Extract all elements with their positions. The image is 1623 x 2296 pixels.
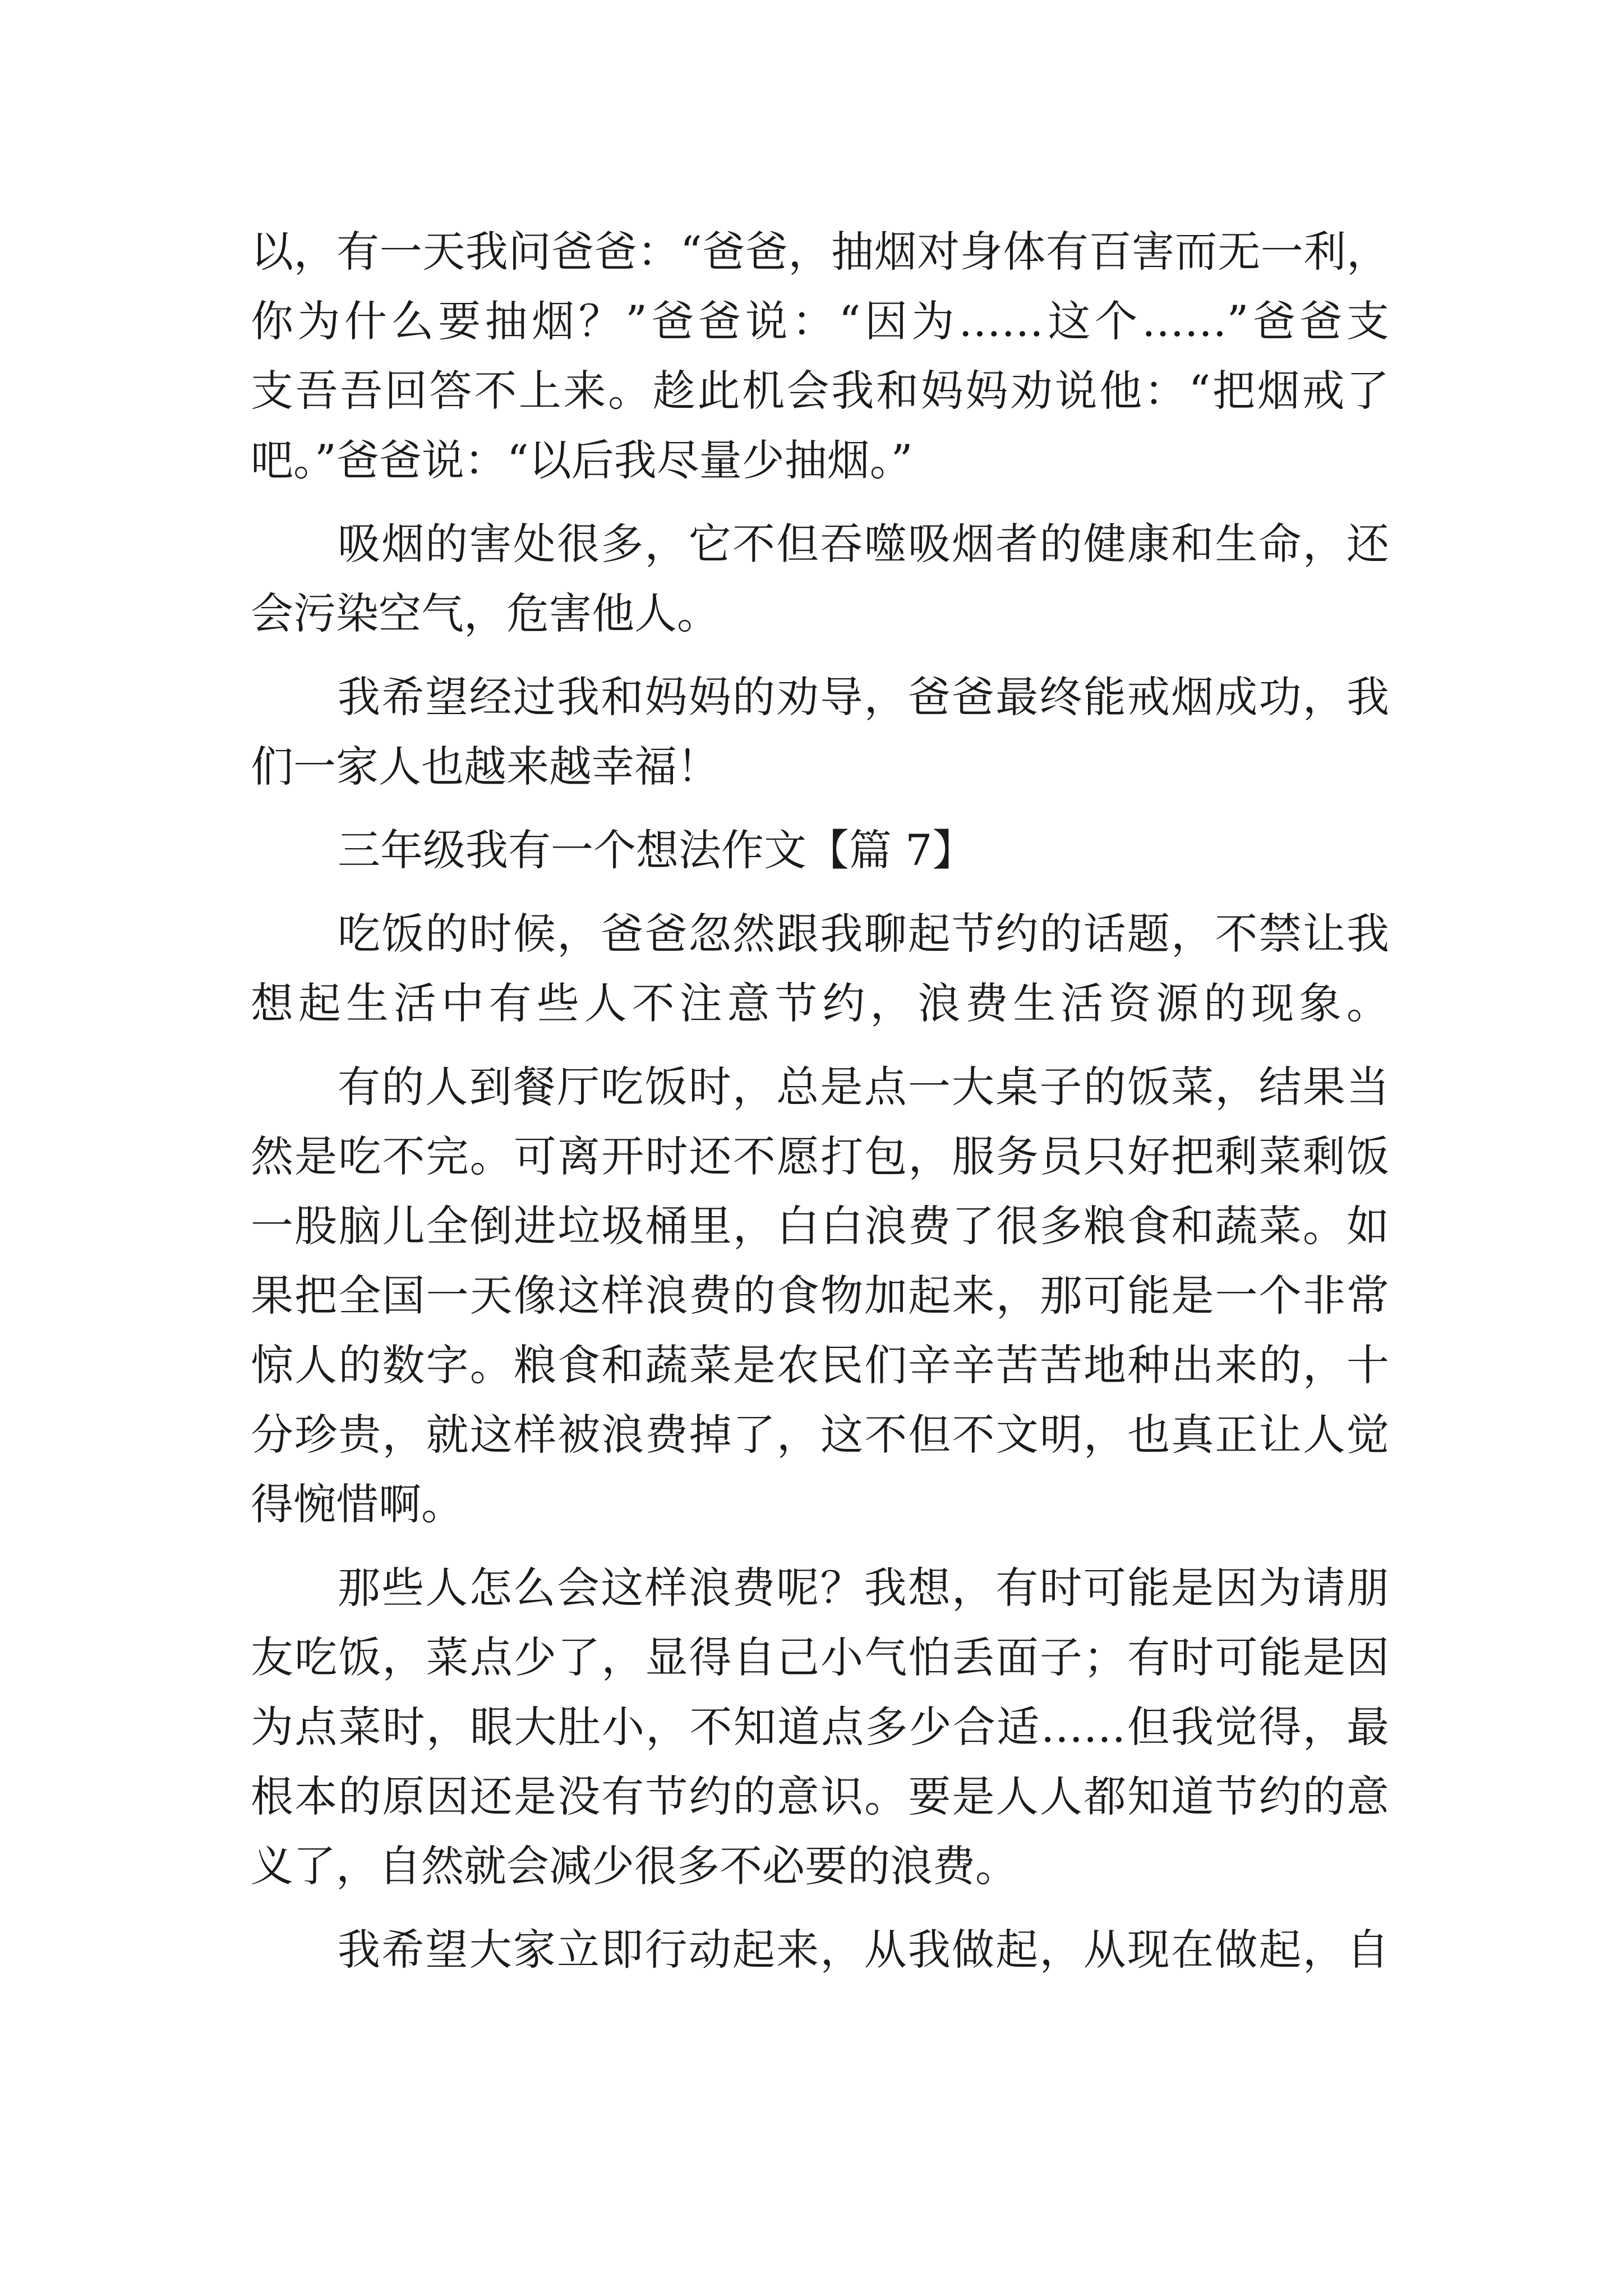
text-line: 你为什么要抽烟？”爸爸说：“因为……这个……”爸爸支	[251, 296, 1389, 346]
paragraph-first-line: 我希望大家立即行动起来，从我做起，从现在做起，自	[338, 1925, 1389, 1975]
paragraph-first-line: 吃饭的时候，爸爸忽然跟我聊起节约的话题，不禁让我	[338, 909, 1389, 959]
text-line: 会污染空气，危害他人。	[251, 588, 720, 638]
paragraph-first-line: 有的人到餐厅吃饭时，总是点一大桌子的饭菜，结果当	[338, 1062, 1389, 1112]
text-line: 友吃饭，菜点少了，显得自己小气怕丢面子；有时可能是因	[251, 1632, 1389, 1682]
text-line: 想起生活中有些人不注意节约，浪费生活资源的现象。	[251, 978, 1389, 1028]
text-line: 果把全国一天像这样浪费的食物加起来，那可能是一个非常	[251, 1271, 1389, 1320]
text-line: 然是吃不完。可离开时还不愿打包，服务员只好把剩菜剩饭	[251, 1131, 1389, 1181]
text-line: 根本的原因还是没有节约的意识。要是人人都知道节约的意	[251, 1772, 1389, 1821]
text-line: 们一家人也越来越幸福！	[251, 742, 720, 792]
text-line: 惊人的数字。粮食和蔬菜是农民们辛辛苦苦地种出来的，十	[251, 1340, 1389, 1390]
text-line: 以，有一天我问爸爸：“爸爸，抽烟对身体有百害而无一利，	[251, 227, 1389, 277]
paragraph-first-line: 我希望经过我和妈妈的劝导，爸爸最终能戒烟成功，我	[338, 672, 1389, 722]
paragraph-first-line: 那些人怎么会这样浪费呢？我想，有时可能是因为请朋	[338, 1563, 1389, 1613]
text-line: 分珍贵，就这样被浪费掉了，这不但不文明，也真正让人觉	[251, 1410, 1389, 1460]
text-line: 支吾吾回答不上来。趁此机会我和妈妈劝说他：“把烟戒了	[251, 366, 1389, 416]
text-line: 一股脑儿全倒进垃圾桶里，白白浪费了很多粮食和蔬菜。如	[251, 1201, 1389, 1251]
text-line: 为点菜时，眼大肚小，不知道点多少合适……但我觉得，最	[251, 1702, 1389, 1752]
section-heading: 三年级我有一个想法作文【篇 7】	[338, 825, 975, 875]
paragraph-first-line: 吸烟的害处很多，它不但吞噬吸烟者的健康和生命，还	[338, 519, 1389, 569]
text-line: 得惋惜啊。	[251, 1479, 464, 1529]
text-line: 义了，自然就会减少很多不必要的浪费。	[251, 1841, 1018, 1891]
text-line: 吧。”爸爸说：“以后我尽量少抽烟。”	[251, 435, 913, 485]
